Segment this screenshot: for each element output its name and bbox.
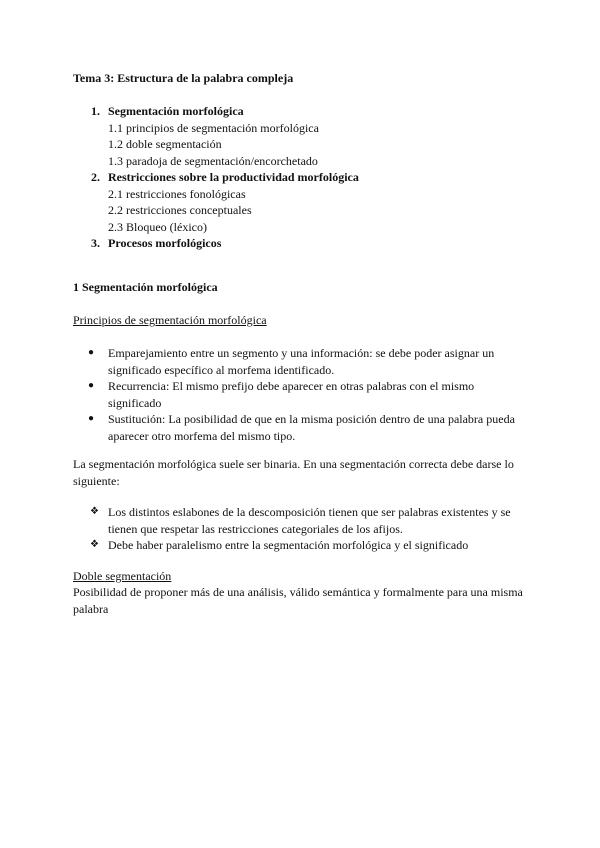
toc-item <box>73 169 553 235</box>
list-item-text: Emparejamiento entre un segmento y una información: se debe poder asignar un significado específico al morfema identificado. <box>108 346 495 377</box>
bullet-dot-icon: ● <box>88 380 95 391</box>
bullet-diamond-icon: ❖ <box>90 506 99 517</box>
toc-item-heading: Procesos morfológicos <box>108 236 222 250</box>
toc-subitem: 1.3 paradoja de segmentación/encorchetado <box>108 153 318 168</box>
document-title: Tema 3: Estructura de la palabra compleja <box>73 71 294 85</box>
bullet-dot-icon: ● <box>88 347 95 358</box>
toc-item <box>73 235 553 252</box>
toc-item-number: 1. <box>91 104 100 118</box>
toc-subitem: 2.2 restricciones conceptuales <box>108 203 252 217</box>
toc-subitem: 1.1 principios de segmentación morfológica <box>108 120 319 135</box>
list-item <box>73 504 528 537</box>
toc-subitem: 2.1 restricciones fonológicas <box>108 186 246 201</box>
double-segmentation-text: Posibilidad de proponer más de una análisis, válido semántica y formalmente para una misma palabra <box>73 585 523 616</box>
toc-subitems <box>108 186 553 236</box>
list-item <box>73 345 523 378</box>
conditions-list <box>73 504 528 554</box>
toc-subitem: 2.3 Bloqueo (léxico) <box>108 219 207 234</box>
section-title: 1 Segmentación morfológica <box>73 280 218 294</box>
double-segmentation-heading: Doble segmentación <box>73 569 172 583</box>
list-item <box>73 378 523 411</box>
list-item <box>73 537 528 554</box>
toc-item-heading: Segmentación morfológica <box>108 104 244 118</box>
bullet-dot-icon: ● <box>88 413 95 424</box>
toc-item <box>73 103 553 169</box>
list-item <box>73 411 523 444</box>
toc-subitems <box>108 120 553 170</box>
principles-list <box>73 345 523 444</box>
toc-subitem: 1.2 doble segmentación <box>108 137 222 151</box>
table-of-contents <box>73 103 553 252</box>
list-item-text: Recurrencia: El mismo prefijo debe aparecer en otras palabras con el mismo significado <box>108 379 475 410</box>
bullet-diamond-icon: ❖ <box>90 539 99 550</box>
toc-item-heading: Restricciones sobre la productividad morfológica <box>108 170 359 184</box>
toc-item-number: 2. <box>91 170 100 184</box>
toc-item-number: 3. <box>91 236 100 250</box>
list-item-text: Debe haber paralelismo entre la segmentación morfológica y el significado <box>108 538 469 552</box>
principles-heading: Principios de segmentación morfológica <box>73 313 267 327</box>
list-item-text: Los distintos eslabones de la descomposición tienen que ser palabras existentes y se tienen que respetar las restricciones categoriales de los afijos. <box>108 505 511 536</box>
binary-paragraph: La segmentación morfológica suele ser binaria. En una segmentación correcta debe darse lo siguiente: <box>73 457 514 488</box>
list-item-text: Sustitución: La posibilidad de que en la misma posición dentro de una palabra pueda aparecer otro morfema del mismo tipo. <box>108 412 515 443</box>
